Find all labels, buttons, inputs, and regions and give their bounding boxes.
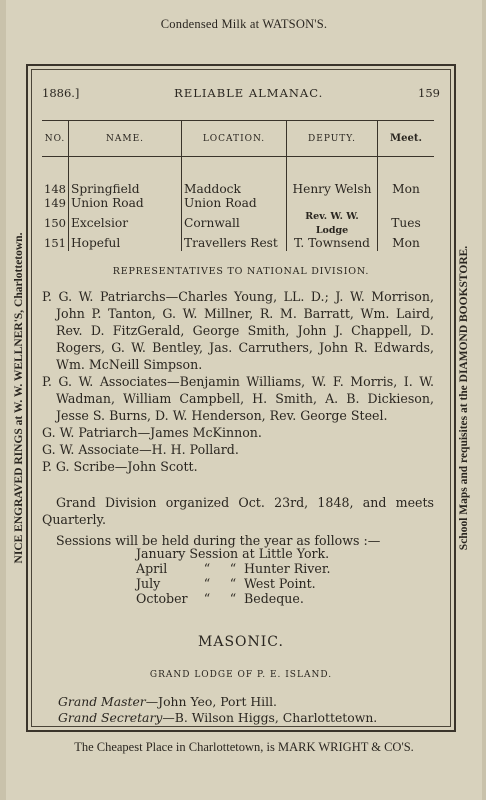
cell-location: Travellers Rest: [182, 237, 287, 251]
cell-meet: Tues: [378, 210, 435, 237]
bottom-advertisement: The Cheapest Place in Charlottetown, is MARK WRIGHT & CO'S.: [74, 740, 414, 754]
running-head-title: RELIABLE ALMANAC.: [174, 86, 324, 100]
masonic-heading: MASONIC.: [198, 634, 284, 650]
officer-name: —John Yeo, Port Hill.: [145, 694, 277, 709]
session-ditto: “: [229, 591, 237, 606]
page-frame: [13, 64, 470, 732]
cell-meet: Mon: [378, 183, 435, 197]
representatives-associates: P. G. W. Associates—Benjamin Williams, W. F. Morris, I. W. Wadman, William Campbell, H. Smith, A. B. Dickieson, Jesse S. Burns, D. W. Henderson, Rev. George Steel.: [42, 374, 434, 423]
session-ditto: “: [229, 561, 237, 576]
lodges-table: [42, 120, 434, 251]
cell-meet: [378, 197, 435, 211]
cell-deputy: [287, 197, 378, 211]
session-row: [136, 576, 330, 591]
session-row: [136, 561, 330, 576]
sessions-schedule: [136, 546, 330, 606]
cell-no: 149: [44, 195, 66, 210]
right-margin-ad: [454, 66, 474, 730]
session-month: April: [136, 561, 168, 576]
cell-meet: Mon: [378, 237, 435, 251]
session-row: [136, 591, 330, 606]
officer-row: [58, 710, 377, 726]
left-margin-ad: [10, 66, 28, 730]
table-header-row: [42, 121, 434, 157]
header-meet: Meet.: [378, 121, 435, 157]
session-place: Hunter River.: [244, 561, 331, 576]
session-place: West Point.: [244, 576, 316, 591]
table-row: [42, 197, 434, 211]
session-month: January Session at Little York.: [136, 546, 330, 561]
table-row: [42, 210, 434, 237]
sessions-intro: Sessions will be held during the year as follows :—: [56, 533, 381, 548]
cell-deputy: Rev. W. W. Lodge: [287, 210, 378, 237]
page-number: 159: [418, 86, 440, 100]
cell-name: Union Road: [69, 197, 182, 211]
header-deputy: DEPUTY.: [287, 121, 378, 157]
session-month: October: [136, 591, 188, 606]
header-location: LOCATION.: [182, 121, 287, 157]
officer-row: [58, 694, 377, 710]
cell-no: 150: [44, 215, 66, 230]
cell-name: Excelsior: [69, 210, 182, 237]
cell-name: Springfield: [69, 183, 182, 197]
representatives-heading: REPRESENTATIVES TO NATIONAL DIVISION.: [112, 266, 370, 277]
grand-division-text: Grand Division organized Oct. 23rd, 1848, and meets Quarterly.: [42, 495, 434, 527]
representatives-gw-patriarch: G. W. Patriarch—James McKinnon.: [42, 425, 262, 440]
session-row: [136, 546, 330, 561]
left-margin-text: NICE ENGRAVED RINGS at W. W. WELLNER'S, Charlottetown.: [13, 232, 25, 564]
session-ditto: “: [203, 576, 211, 591]
header-no: NO.: [42, 121, 69, 157]
table-row: [42, 237, 434, 251]
grand-lodge-officers: [58, 694, 377, 726]
session-ditto: “: [229, 576, 237, 591]
representatives-patriarchs: P. G. W. Patriarchs—Charles Young, LL. D.; J. W. Morrison, John P. Tanton, G. W. Millner, R. M. Barratt, Wm. Laird, Rev. D. FitzGerald, George Smith, John J. Chappell, D. Rogers, G. W. Bentley, Jas. Carruthers, John R. Edwards, Wm. McNeill Simpson.: [42, 289, 434, 372]
cell-location: Union Road: [182, 197, 287, 211]
officer-name: —B. Wilson Higgs, Charlottetown.: [162, 710, 378, 725]
table-spacer-row: [42, 157, 434, 184]
representatives-gw-associate: G. W. Associate—H. H. Pollard.: [42, 442, 239, 457]
session-ditto: “: [203, 591, 211, 606]
cell-location: Cornwall: [182, 210, 287, 237]
cell-deputy: T. Townsend: [287, 237, 378, 251]
running-head: [42, 86, 440, 100]
representatives-scribe: P. G. Scribe—John Scott.: [42, 459, 198, 474]
cell-location: Maddock: [182, 183, 287, 197]
cell-no: 148: [44, 182, 66, 196]
cell-deputy: Henry Welsh: [287, 183, 378, 197]
running-head-year: 1886.]: [42, 86, 80, 100]
representatives-list: [42, 288, 434, 475]
grand-lodge-heading: GRAND LODGE OF P. E. ISLAND.: [149, 670, 333, 680]
top-advertisement: Condensed Milk at WATSON'S.: [160, 17, 328, 31]
cell-name: Hopeful: [69, 237, 182, 251]
session-ditto: “: [203, 561, 211, 576]
almanac-page: [6, 0, 482, 800]
session-month: July: [136, 576, 161, 591]
table-row: [42, 183, 434, 197]
grand-division-block: [42, 494, 434, 549]
right-margin-text: School Maps and requisites at the DIAMOND BOOKSTORE.: [458, 245, 470, 551]
officer-title: Grand Master: [58, 694, 146, 709]
session-place: Bedeque.: [244, 591, 304, 606]
header-name: NAME.: [69, 121, 182, 157]
cell-no: 151: [44, 236, 66, 250]
officer-title: Grand Secretary: [58, 710, 163, 725]
